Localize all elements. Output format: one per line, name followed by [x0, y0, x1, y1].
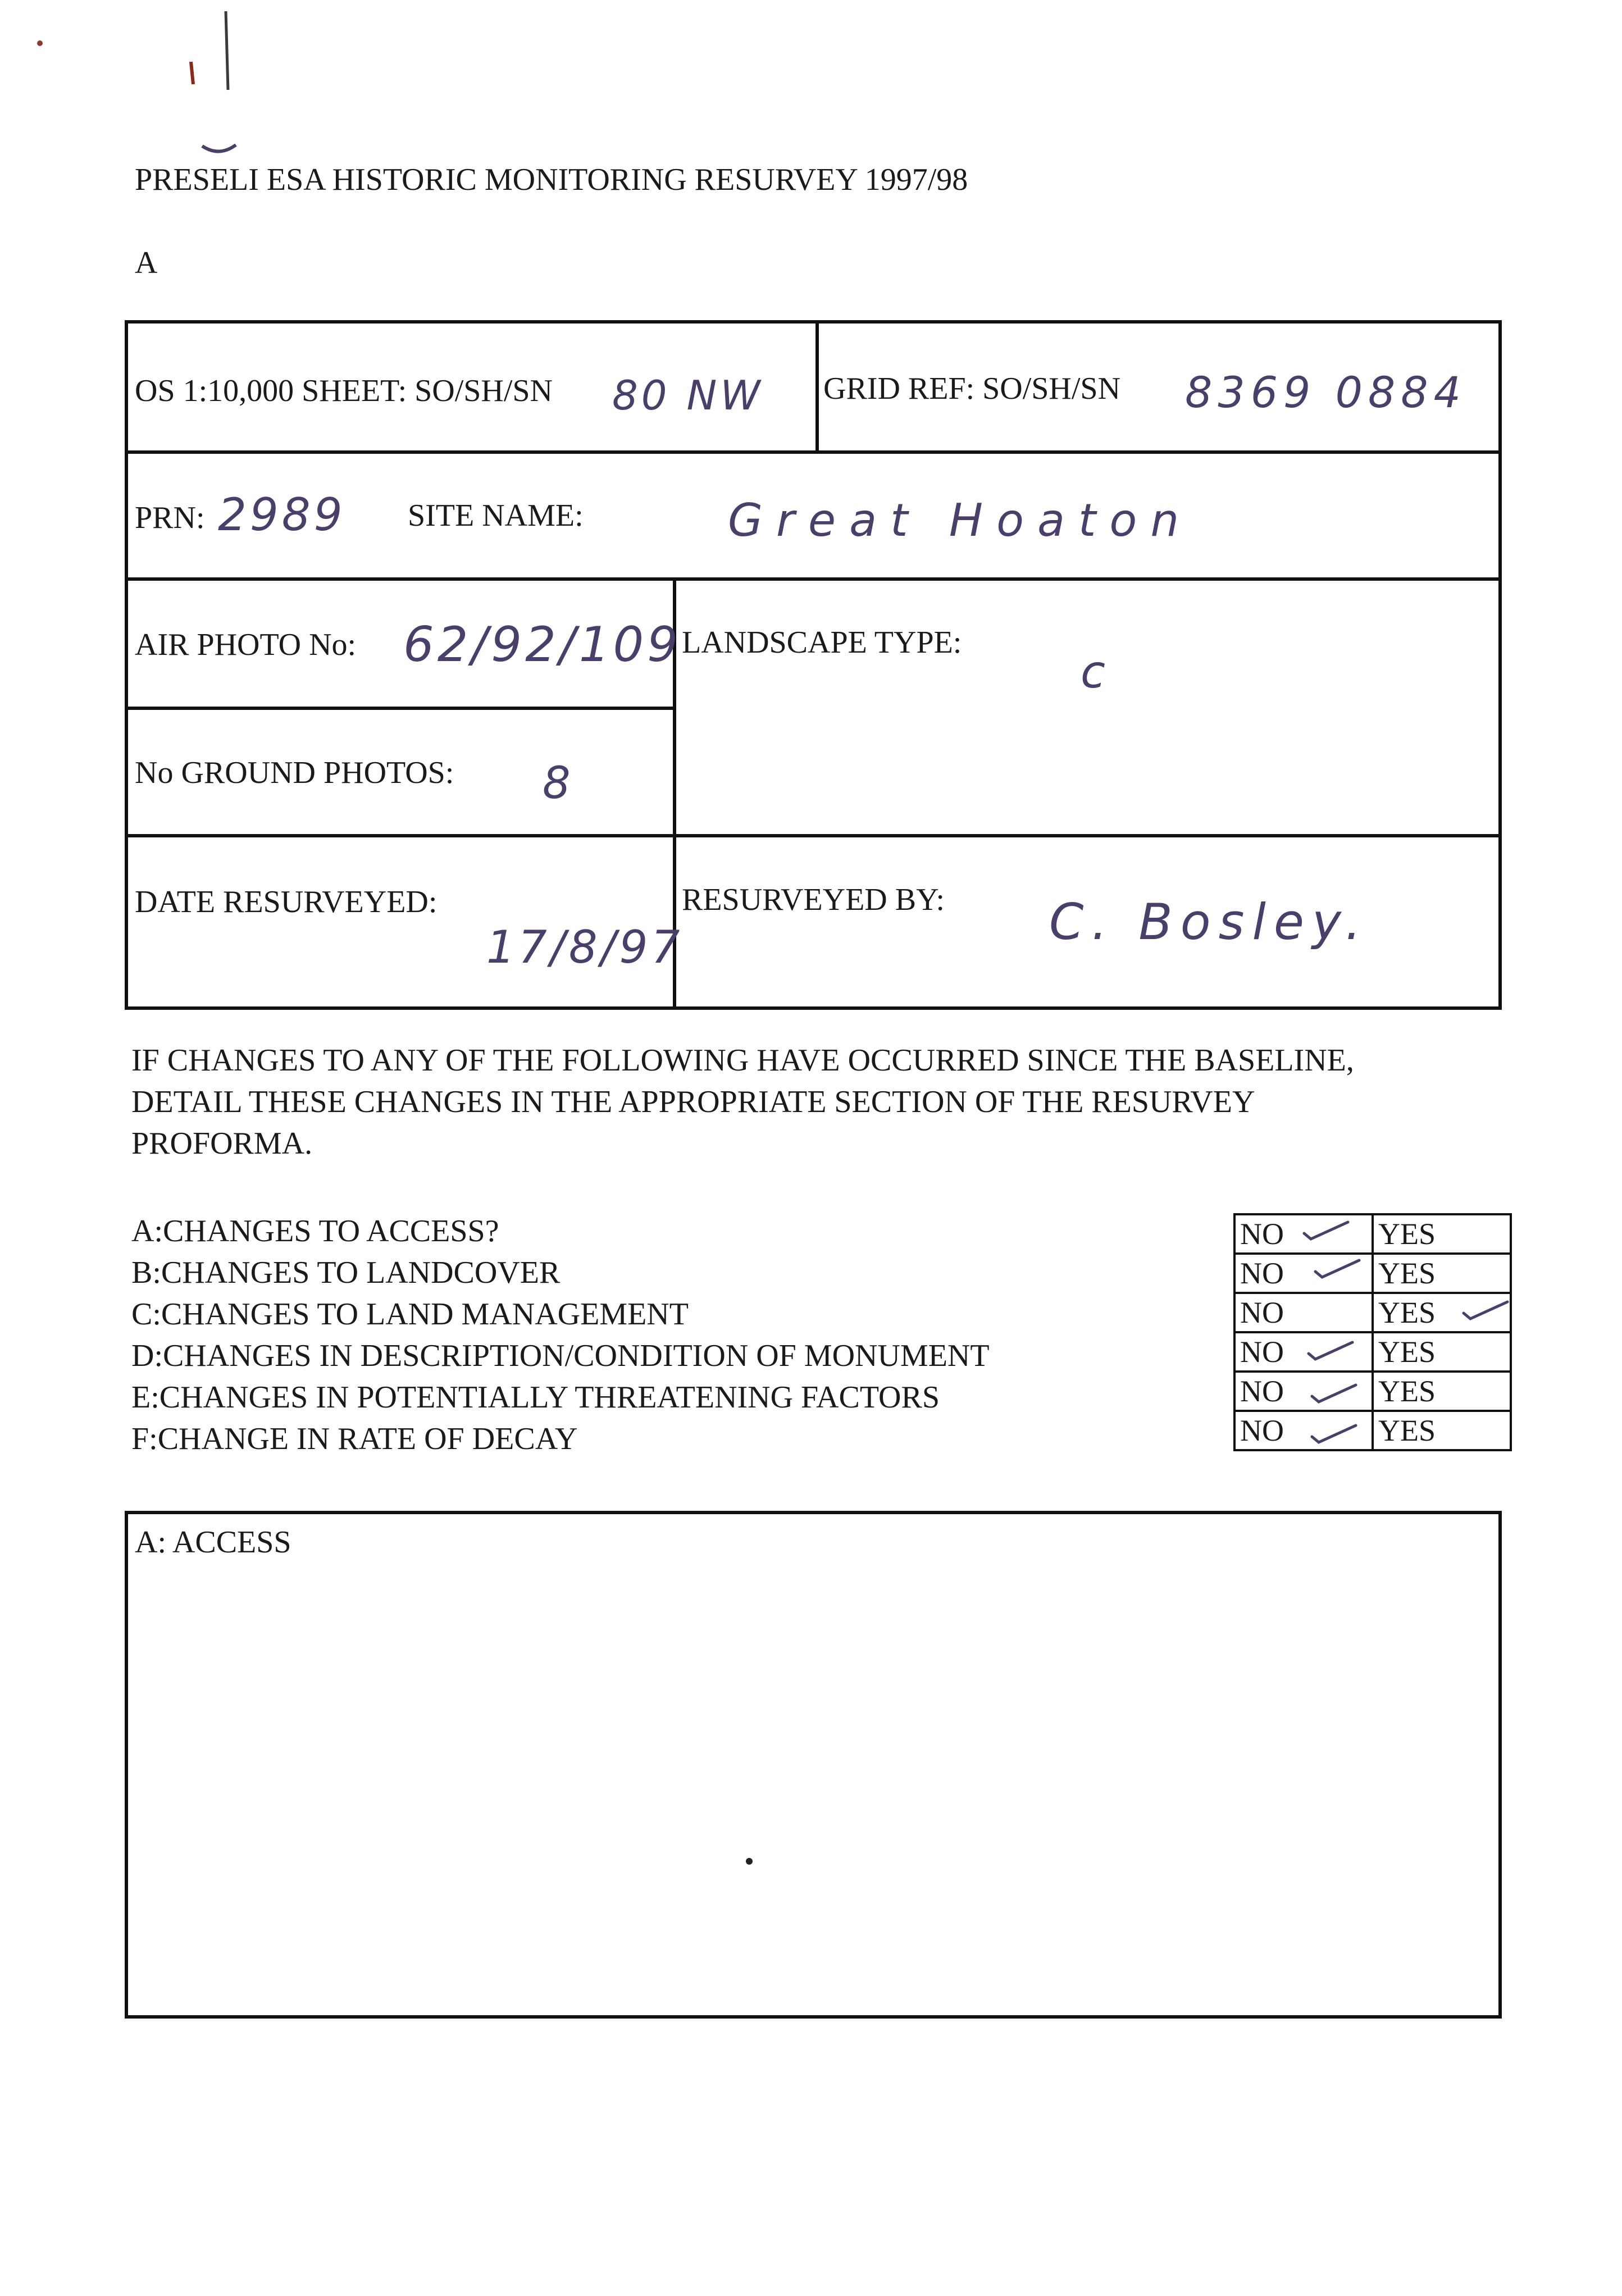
access-section-label: A: ACCESS: [135, 1525, 291, 1560]
air-photo-value: 62/92/109: [403, 617, 681, 673]
yes-label: YES: [1378, 1296, 1436, 1329]
row-divider: [125, 834, 1502, 837]
site-name-value: Great Hoaton: [728, 494, 1193, 546]
tick-mark-icon: [1311, 1383, 1357, 1404]
access-section: [125, 1511, 1502, 2019]
no-label: NO: [1240, 1296, 1284, 1329]
grid-ref-value: 8369 0884: [1185, 367, 1466, 417]
pen-mark: [180, 6, 270, 163]
grid-ref-label: GRID REF: SO/SH/SN: [823, 371, 1121, 406]
tick-mark-icon: [1303, 1220, 1349, 1241]
no-label: NO: [1240, 1217, 1284, 1251]
landscape-type-value: c: [1081, 646, 1109, 698]
stray-dot: [37, 40, 43, 46]
air-photo-label: AIR PHOTO No:: [135, 627, 357, 662]
instructions-line: PROFORMA.: [131, 1126, 313, 1161]
no-label: NO: [1240, 1256, 1284, 1290]
yes-label: YES: [1378, 1335, 1436, 1369]
tick-mark-icon: [1462, 1300, 1509, 1321]
yes-option[interactable]: [1373, 1254, 1511, 1293]
tick-mark-icon: [1314, 1258, 1360, 1279]
os-sheet-value: 80 NW: [612, 372, 764, 419]
yes-label: YES: [1378, 1374, 1436, 1408]
yes-option[interactable]: [1373, 1332, 1511, 1372]
change-question-monument-condition: D:CHANGES IN DESCRIPTION/CONDITION OF MONUMENT: [131, 1338, 990, 1373]
yes-no-table: [1233, 1213, 1512, 1451]
change-question-decay-rate: F:CHANGE IN RATE OF DECAY: [131, 1422, 578, 1456]
site-name-label: SITE NAME:: [408, 498, 584, 533]
no-label: NO: [1240, 1335, 1284, 1369]
ground-photos-value: 8: [543, 758, 574, 809]
col-divider: [815, 320, 819, 453]
yes-no-row: [1234, 1372, 1511, 1411]
section-letter: A: [135, 245, 158, 280]
yes-no-row: [1234, 1332, 1511, 1372]
access-notes-area[interactable]: [134, 1570, 1493, 2010]
prn-label: PRN:: [135, 500, 205, 535]
no-label: NO: [1240, 1414, 1284, 1447]
yes-option[interactable]: [1373, 1372, 1511, 1411]
yes-label: YES: [1378, 1217, 1436, 1251]
date-resurveyed-value: 17/8/97: [486, 921, 684, 973]
tick-mark-icon: [1311, 1423, 1357, 1445]
tick-mark-icon: [1307, 1340, 1354, 1361]
change-question-threatening-factors: E:CHANGES IN POTENTIALLY THREATENING FACTORS: [131, 1380, 940, 1415]
yes-option[interactable]: [1373, 1411, 1511, 1450]
page-title: PRESELI ESA HISTORIC MONITORING RESURVEY 1997/98: [135, 162, 968, 197]
date-resurveyed-label: DATE RESURVEYED:: [135, 885, 438, 919]
landscape-type-label: LANDSCAPE TYPE:: [682, 625, 962, 660]
instructions-line: DETAIL THESE CHANGES IN THE APPROPRIATE SECTION OF THE RESURVEY: [131, 1085, 1255, 1119]
yes-label: YES: [1378, 1256, 1436, 1290]
prn-value: 2989: [218, 489, 346, 541]
yes-no-row: [1234, 1214, 1511, 1254]
row-divider: [125, 707, 675, 710]
no-label: NO: [1240, 1374, 1284, 1408]
yes-label: YES: [1378, 1414, 1436, 1447]
yes-no-row: [1234, 1254, 1511, 1293]
yes-no-row: [1234, 1411, 1511, 1450]
change-question-landcover: B:CHANGES TO LANDCOVER: [131, 1255, 561, 1290]
change-question-access: A:CHANGES TO ACCESS?: [131, 1214, 499, 1249]
resurveyed-by-label: RESURVEYED BY:: [682, 882, 945, 917]
instructions-line: IF CHANGES TO ANY OF THE FOLLOWING HAVE OCCURRED SINCE THE BASELINE,: [131, 1043, 1354, 1078]
change-question-land-management: C:CHANGES TO LAND MANAGEMENT: [131, 1297, 689, 1332]
yes-option[interactable]: [1373, 1214, 1511, 1254]
no-option[interactable]: [1234, 1293, 1373, 1332]
os-sheet-label: OS 1:10,000 SHEET: SO/SH/SN: [135, 373, 553, 408]
row-divider: [125, 577, 1502, 581]
ground-photos-label: No GROUND PHOTOS:: [135, 755, 454, 790]
stray-dot: [746, 1858, 753, 1865]
resurveyed-by-value: C. Bosley.: [1049, 893, 1369, 951]
row-divider: [125, 450, 1502, 454]
